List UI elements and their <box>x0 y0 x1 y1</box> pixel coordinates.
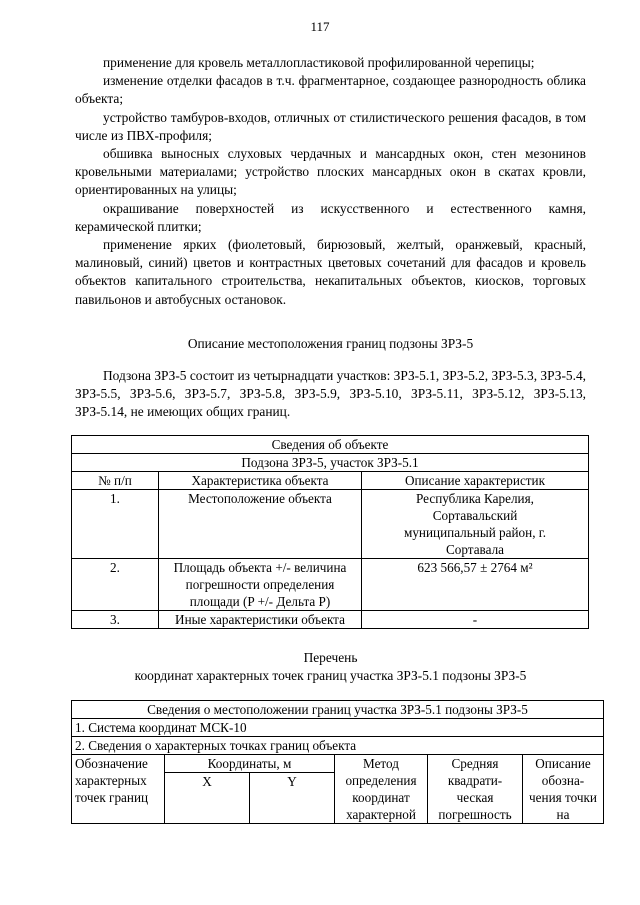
paragraph: изменение отделки фасадов в т.ч. фрагментарное, создающее разнородность облика объекта; <box>75 73 586 107</box>
coordinate-system-row: 1. Система координат МСК-10 <box>72 719 604 737</box>
list-heading-line: Перечень <box>303 650 358 665</box>
paragraph: применение для кровель металлопластиковой профилированной черепицы; <box>103 55 535 70</box>
table-row <box>72 559 589 611</box>
list-heading <box>75 649 586 685</box>
table-row <box>72 436 589 454</box>
table-subtitle: Подзона ЗРЗ-5, участок ЗРЗ-5.1 <box>72 454 589 472</box>
table-cell: Местоположение объекта <box>159 490 362 559</box>
column-header: Метод определения координат характерной <box>335 755 428 824</box>
list-heading-line: координат характерных точек границ участка ЗРЗ-5.1 подзоны ЗРЗ-5 <box>134 668 527 684</box>
intro-paragraph: Подзона ЗРЗ-5 состоит из четырнадцати участков: ЗРЗ-5.1, ЗРЗ-5.2, ЗРЗ-5.3, ЗРЗ-5.4, ЗРЗ-5.5, ЗРЗ-5.6, ЗРЗ-5.7, ЗРЗ-5.8, ЗРЗ-5.9, ЗРЗ-5.10, ЗРЗ-5.11, ЗРЗ-5.12, ЗРЗ-5.13, ЗРЗ-5.14, не имеющих общих границ. <box>75 368 586 420</box>
table-title: Сведения об объекте <box>72 436 589 454</box>
table-row <box>72 611 589 629</box>
column-header: Обозначение характерных точек границ <box>72 755 165 824</box>
table-cell: 3. <box>72 611 159 629</box>
column-header: Описание характеристик <box>362 472 589 490</box>
paragraph: устройство тамбуров-входов, отличных от стилистического решения фасадов, в том числе из ПВХ-профиля; <box>75 109 586 143</box>
restrictions-list <box>75 54 586 309</box>
column-header: Характеристика объекта <box>159 472 362 490</box>
column-header: Средняя квадрати-ческая погрешность <box>428 755 523 824</box>
table-cell: - <box>362 611 589 629</box>
column-header: Y <box>250 773 335 824</box>
points-info-row: 2. Сведения о характерных точках границ объекта <box>72 737 604 755</box>
table-header-row <box>72 472 589 490</box>
object-info-table <box>71 435 589 629</box>
paragraph: обшивка выносных слуховых чердачных и мансардных окон, стен мезонинов кровельными материалами; устройство плоских мансардных окон в скатах кровли, ориентированных на улицы; <box>75 146 586 198</box>
section-heading: Описание местоположения границ подзоны ЗРЗ-5 <box>187 336 474 351</box>
table-row <box>72 454 589 472</box>
column-header: Координаты, м <box>165 755 335 773</box>
table-title: Сведения о местоположении границ участка ЗРЗ-5.1 подзоны ЗРЗ-5 <box>72 701 604 719</box>
table-cell: Республика Карелия, Сортавальский муниципальный район, г. Сортавала <box>362 490 589 559</box>
table-row <box>72 737 604 755</box>
table-cell: Иные характеристики объекта <box>159 611 362 629</box>
table-cell: 623 566,57 ± 2764 м² <box>362 559 589 611</box>
column-header: X <box>165 773 250 824</box>
table-cell: Площадь объекта +/- величина погрешности определения площади (P +/- Дельта P) <box>159 559 362 611</box>
column-header: № п/п <box>72 472 159 490</box>
paragraph: окрашивание поверхностей из искусственного и естественного камня, керамической плитки; <box>75 200 586 234</box>
coordinates-table <box>71 700 604 824</box>
table-row <box>72 701 604 719</box>
paragraph: применение ярких (фиолетовый, бирюзовый, желтый, оранжевый, красный, малиновый, синий) цветов и контрастных цветовых сочетаний для фасадов и кровель объектов капитального строительства, некапитальных объектов, киосков, торговых павильонов и автобусных остановок. <box>75 237 586 307</box>
table-row <box>72 490 589 559</box>
table-row <box>72 719 604 737</box>
table-cell: 2. <box>72 559 159 611</box>
column-header: Описание обозна-чения точки на <box>523 755 604 824</box>
table-cell: 1. <box>72 490 159 559</box>
table-header-row <box>72 755 604 773</box>
page-number: 117 <box>310 19 330 34</box>
